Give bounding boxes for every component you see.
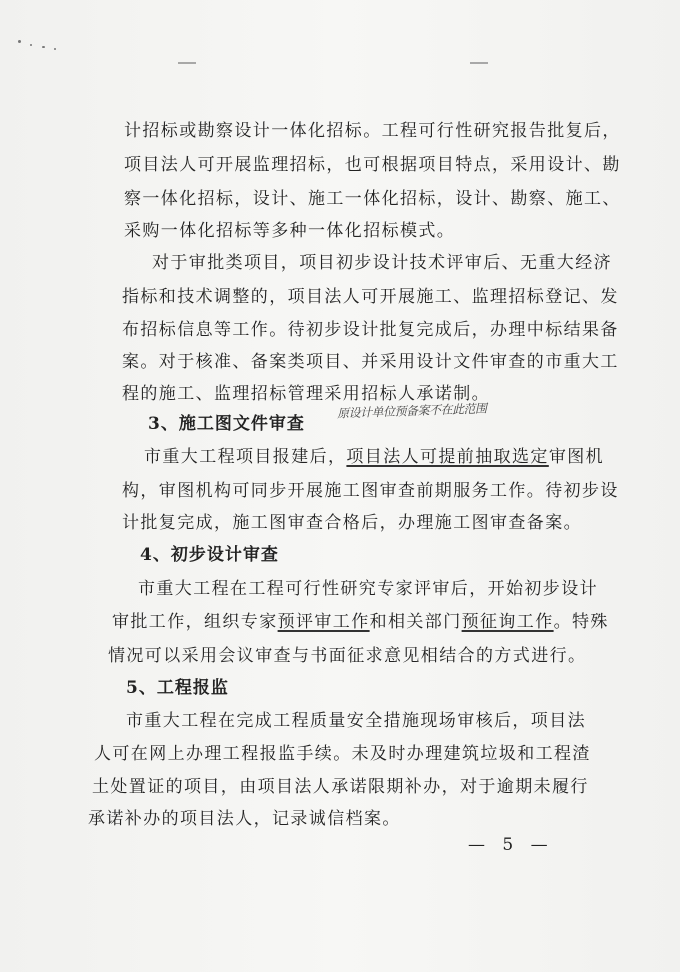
section-heading-4: 4、初步设计审查 [140, 545, 279, 565]
paragraph3-line3: 计批复完成，施工图审查合格后，办理施工图审查备案。 [122, 513, 582, 533]
section-heading-3: 3、施工图文件审查 [148, 414, 305, 434]
paragraph4-line2: 审批工作，组织专家预评审工作和相关部门预征询工作。特殊 [112, 612, 609, 632]
header-dash-left [178, 62, 196, 64]
underlined-phrase: 预征询工作 [461, 612, 554, 632]
paragraph2-line2: 指标和技术调整的，项目法人可开展施工、监理招标登记、发 [122, 287, 619, 307]
paragraph5-line2: 人可在网上办理工程报监手续。未及时办理建筑垃圾和工程渣 [94, 744, 591, 764]
handwritten-note: 原设计单位预备案不在此范围 [336, 401, 487, 421]
paragraph5-line1: 市重大工程在完成工程质量安全措施现场审核后，项目法 [126, 711, 586, 731]
header-dash-right [470, 62, 488, 64]
paragraph5-line4: 承诺补办的项目法人，记录诚信档案。 [88, 809, 401, 829]
underlined-phrase: 项目法人可提前抽取选定 [346, 447, 549, 467]
paragraph2-line3: 布招标信息等工作。待初步设计批复完成后，办理中标结果备 [122, 320, 619, 340]
page-number: — 5 — [468, 835, 554, 855]
paragraph1-line4: 采购一体化招标等多种一体化招标模式。 [124, 221, 456, 241]
paragraph2-line1: 对于审批类项目，项目初步设计技术评审后、无重大经济 [152, 253, 612, 273]
paragraph1-line1: 计招标或勘察设计一体化招标。工程可行性研究报告批复后， [124, 121, 621, 141]
paragraph1-line2: 项目法人可开展监理招标，也可根据项目特点，采用设计、勘 [124, 155, 621, 175]
paragraph2-line5: 程的施工、监理招标管理采用招标人承诺制。 [122, 384, 490, 404]
paragraph5-line3: 土处置证的项目，由项目法人承诺限期补办，对于逾期未履行 [92, 777, 589, 797]
paragraph2-line4: 案。对于核准、备案类项目、并采用设计文件审查的市重大工 [122, 352, 619, 372]
paragraph3-line1: 市重大工程项目报建后，项目法人可提前抽取选定审图机 [144, 447, 605, 467]
underlined-phrase: 预评审工作 [277, 612, 370, 632]
section-heading-5: 5、工程报监 [126, 678, 229, 698]
paragraph3-line2: 构，审图机构可同步开展施工图审查前期服务工作。待初步设 [122, 481, 619, 501]
paragraph4-line3: 情况可以采用会议审查与书面征求意见相结合的方式进行。 [108, 646, 587, 666]
paragraph4-line1: 市重大工程在工程可行性研究专家评审后，开始初步设计 [138, 579, 598, 599]
paragraph1-line3: 察一体化招标，设计、施工一体化招标，设计、勘察、施工、 [124, 189, 621, 209]
scan-specks [18, 38, 88, 58]
